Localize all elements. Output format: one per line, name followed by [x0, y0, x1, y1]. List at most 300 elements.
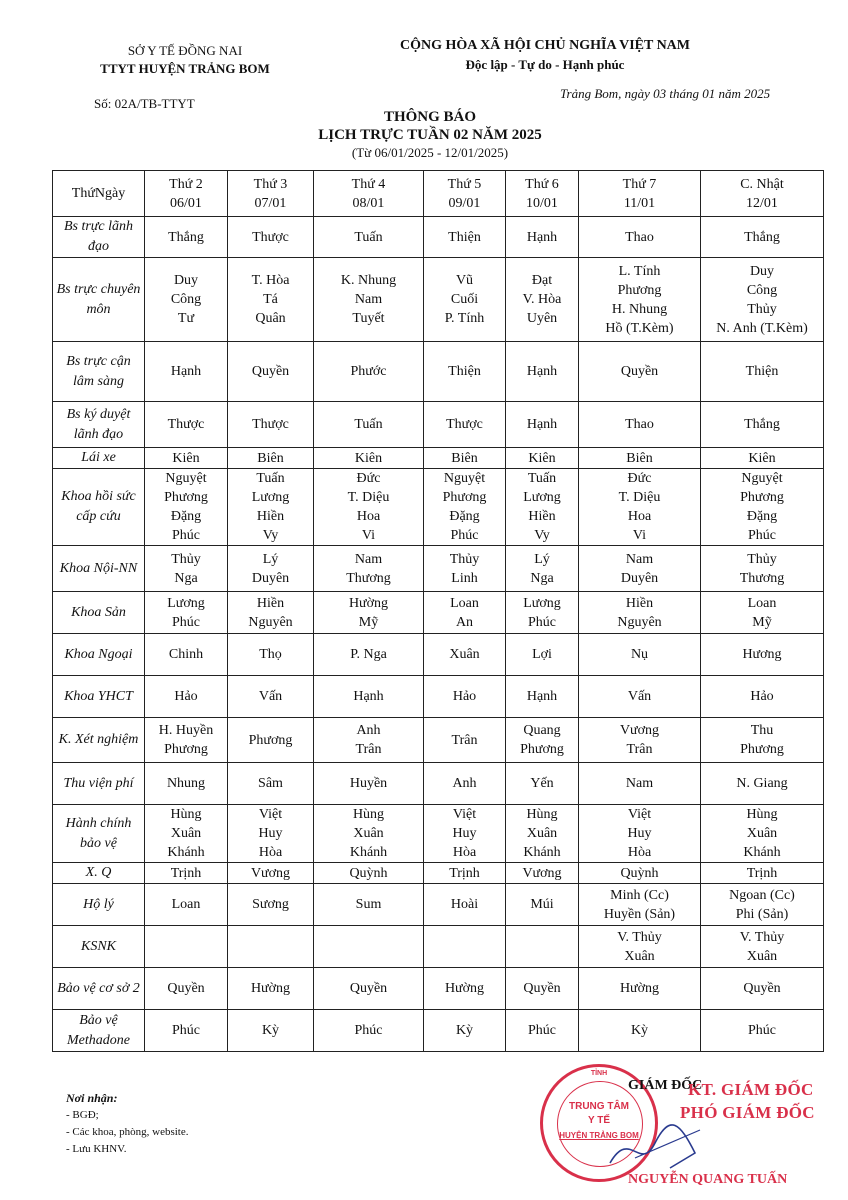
table-cell [701, 926, 824, 968]
table-row [53, 546, 824, 592]
cell-line: Nam [354, 292, 383, 307]
cell-line: Chinh [168, 647, 204, 662]
title-line-1: THÔNG BÁO [383, 109, 477, 125]
table-cell [228, 448, 314, 469]
cell-line: Tuyết [352, 311, 385, 326]
day-date: 12/01 [746, 195, 778, 211]
table-cell [506, 469, 579, 546]
cell-line: Nhung [166, 776, 206, 791]
header-label-cell [53, 171, 145, 217]
table-cell [145, 634, 228, 676]
row-label: Bs trực cận lâm sàng [53, 342, 145, 402]
table-cell [314, 863, 424, 884]
cell-line: Sum [355, 897, 382, 912]
cell-line: Xuân [449, 647, 480, 662]
table-cell [314, 805, 424, 863]
day-header-cell [145, 171, 228, 217]
table-row [53, 718, 824, 763]
cell-line: Thu [750, 723, 774, 738]
table-cell [506, 402, 579, 448]
cell-line: Tư [177, 311, 195, 326]
day-header-cell [424, 171, 506, 217]
cell-line: Nga [530, 570, 554, 586]
cell-line: Lý [534, 551, 550, 567]
cell-line: Thắng [744, 229, 780, 245]
cell-line: Hạnh [526, 229, 558, 245]
cell-line: Phúc [172, 1023, 200, 1038]
cell-line: Nam [625, 551, 654, 567]
cell-line: Quang [523, 723, 561, 738]
table-row [53, 968, 824, 1010]
handwritten-signature [600, 1118, 710, 1178]
cell-line: Thương [739, 570, 785, 586]
recipients-block [66, 1090, 189, 1158]
signer-on-behalf: KT. GIÁM ĐỐC [688, 1080, 814, 1099]
cell-line: Phương [617, 282, 662, 298]
cell-line: Tuấn [527, 471, 557, 486]
cell-line: Tá [263, 292, 278, 307]
cell-line: Hường [619, 981, 660, 996]
cell-line: Hiền [256, 595, 285, 611]
day-header-cell [314, 171, 424, 217]
table-cell [506, 884, 579, 926]
seal-line-2: Y TẾ [587, 1115, 611, 1126]
cell-line: H. Nhung [611, 301, 668, 317]
document-title [250, 108, 610, 162]
cell-line: P. Nga [350, 647, 387, 662]
cell-line: Phước [350, 364, 387, 379]
table-cell [579, 634, 701, 676]
table-cell [228, 342, 314, 402]
cell-line: Đức [627, 471, 652, 486]
day-date: 10/01 [526, 195, 558, 211]
table-cell [424, 926, 506, 968]
cell-line: Thiện [448, 364, 481, 379]
table-cell [424, 968, 506, 1010]
cell-line: Thắng [744, 417, 780, 432]
cell-line: Duy [749, 263, 775, 279]
cell-line: Thao [625, 417, 654, 432]
nation-title: CỘNG HÒA XÃ HỘI CHỦ NGHĨA VIỆT NAM [399, 38, 690, 53]
cell-line: Kiên [354, 450, 383, 466]
table-cell [145, 718, 228, 763]
table-cell [228, 546, 314, 592]
cell-line: Lương [523, 490, 561, 505]
cell-line: Quỳnh [349, 865, 388, 881]
table-cell [424, 592, 506, 634]
cell-line: Đạt [531, 273, 553, 288]
cell-line: Quyền [167, 981, 205, 996]
cell-line: Ngoan (Cc) [729, 887, 795, 903]
cell-line: Kỳ [630, 1023, 649, 1038]
table-cell [506, 592, 579, 634]
table-row [53, 592, 824, 634]
table-cell [228, 258, 314, 342]
cell-line: Hạnh [526, 417, 558, 432]
cell-line: Khánh [523, 845, 561, 860]
cell-line: Minh (Cc) [610, 887, 669, 903]
table-cell [506, 217, 579, 258]
cell-line: Hoài [450, 897, 479, 912]
cell-line: Mỹ [752, 614, 772, 630]
table-cell [579, 926, 701, 968]
row-label: Khoa hồi sức cấp cứu [53, 469, 145, 546]
row-label: Thu viện phí [53, 763, 145, 805]
cell-line: Trân [626, 742, 653, 757]
table-cell [145, 884, 228, 926]
cell-line: Đặng [746, 509, 778, 524]
table-cell [314, 469, 424, 546]
agency-parent: SỞ Y TẾ ĐỒNG NAI [127, 43, 243, 58]
cell-line: Linh [451, 570, 478, 586]
cell-line: Hảo [174, 689, 198, 704]
cell-line: Loan [450, 595, 479, 611]
table-row [53, 805, 824, 863]
cell-line: Hường [444, 981, 485, 996]
row-label: K. Xét nghiệm [53, 718, 145, 763]
day-name: Thứ 2 [169, 176, 203, 192]
cell-line: Hùng [526, 807, 558, 822]
row-label: Khoa Nội-NN [53, 546, 145, 592]
table-row [53, 258, 824, 342]
cell-line: Vấn [258, 689, 283, 704]
table-cell [579, 342, 701, 402]
table-cell [579, 448, 701, 469]
cell-line: Hòa [627, 845, 652, 860]
cell-line: Huy [258, 826, 283, 841]
table-cell [701, 592, 824, 634]
table-cell [424, 448, 506, 469]
table-cell [145, 448, 228, 469]
table-cell [424, 258, 506, 342]
cell-line: Trịnh [449, 865, 480, 881]
cell-line: Lương [251, 490, 290, 505]
cell-line: Hùng [170, 807, 202, 822]
cell-line: Lương [167, 595, 205, 611]
table-cell [314, 217, 424, 258]
table-cell [701, 217, 824, 258]
table-cell [701, 968, 824, 1010]
table-cell [228, 217, 314, 258]
table-cell [228, 863, 314, 884]
cell-line: Phúc [450, 528, 479, 543]
cell-line: Thiện [745, 364, 779, 379]
table-cell [314, 718, 424, 763]
table-cell [314, 968, 424, 1010]
cell-line: Loan [171, 897, 201, 912]
table-cell [506, 926, 579, 968]
cell-line: Trịnh [170, 865, 202, 881]
table-cell [701, 258, 824, 342]
day-date: 07/01 [254, 195, 287, 211]
cell-line: Phúc [748, 528, 776, 543]
cell-line: Múi [530, 897, 554, 912]
row-label: KSNK [53, 926, 145, 968]
cell-line: Hạnh [170, 364, 202, 379]
cell-line: Nam [625, 776, 654, 791]
row-label: Hành chính bảo vệ [53, 805, 145, 863]
cell-line: Lý [262, 551, 279, 567]
title-date-range: (Từ 06/01/2025 - 12/01/2025) [351, 145, 509, 160]
cell-line: Biên [257, 450, 284, 466]
cell-line: Vy [262, 528, 279, 543]
cell-line: Huyền [349, 776, 388, 791]
table-cell [506, 676, 579, 718]
table-cell [506, 1010, 579, 1052]
table-cell [424, 634, 506, 676]
cell-line: Duyên [620, 570, 659, 586]
cell-line: Thiện [448, 229, 481, 245]
table-cell [228, 718, 314, 763]
cell-line: Hùng [352, 807, 385, 822]
day-header-cell [228, 171, 314, 217]
table-cell [314, 1010, 424, 1052]
cell-line: Thương [346, 570, 391, 586]
table-cell [314, 676, 424, 718]
table-row [53, 634, 824, 676]
cell-line: Ngày [94, 186, 126, 201]
cell-line: Phương [740, 742, 784, 757]
table-cell [506, 258, 579, 342]
cell-line: Phúc [354, 1023, 383, 1038]
table-cell [314, 546, 424, 592]
cell-line: Khánh [743, 845, 781, 860]
table-cell [314, 926, 424, 968]
table-cell [314, 763, 424, 805]
cell-line: Thủy [449, 551, 480, 567]
table-cell [579, 402, 701, 448]
cell-line: Kỳ [455, 1023, 474, 1038]
table-cell [314, 342, 424, 402]
day-name: C. Nhật [740, 176, 784, 192]
cell-line: Thược [252, 417, 289, 432]
table-cell [579, 763, 701, 805]
cell-line: Nguyệt [443, 471, 486, 486]
seal-line-3: HUYỆN TRẢNG BOM [559, 1131, 639, 1140]
cell-line: Hiền [528, 509, 556, 524]
cell-line: Khánh [167, 845, 205, 860]
table-cell [145, 863, 228, 884]
day-name: Thứ 5 [447, 176, 482, 192]
table-cell [228, 676, 314, 718]
table-row [53, 926, 824, 968]
table-cell [579, 469, 701, 546]
cell-line: Vương [250, 865, 291, 881]
table-cell [228, 763, 314, 805]
table-cell [701, 469, 824, 546]
row-label: Bs ký duyệt lãnh đạo [53, 402, 145, 448]
table-cell [506, 342, 579, 402]
signer-name: NGUYỄN QUANG TUẤN [628, 1172, 788, 1187]
day-header-cell [506, 171, 579, 217]
cell-line: Sâm [258, 776, 283, 791]
table-cell [579, 1010, 701, 1052]
cell-line: T. Diệu [618, 490, 661, 505]
cell-line: Phúc [172, 614, 200, 630]
cell-line: Quyền [620, 364, 659, 379]
table-cell [579, 884, 701, 926]
cell-line: Hòa [452, 845, 477, 860]
table-cell [228, 884, 314, 926]
table-cell [506, 968, 579, 1010]
table-cell [228, 926, 314, 968]
cell-line: Duy [173, 273, 199, 288]
table-cell [506, 718, 579, 763]
table-cell [579, 217, 701, 258]
cell-line: Hiền [625, 595, 654, 611]
cell-line: Phương [164, 490, 208, 505]
cell-line: T. Hòa [251, 273, 290, 288]
cell-line: Xuân [746, 826, 778, 841]
cell-line: Vy [534, 528, 550, 543]
cell-line: Duyên [251, 570, 290, 586]
cell-line: Phương [164, 742, 208, 757]
table-row [53, 863, 824, 884]
table-cell [424, 863, 506, 884]
cell-line: Xuân [624, 948, 655, 964]
cell-line: Lương [523, 595, 561, 611]
day-date: 08/01 [352, 195, 385, 211]
table-cell [145, 342, 228, 402]
cell-line: Cuối [450, 292, 479, 307]
cell-line: Hồ (T.Kèm) [605, 320, 674, 336]
cell-line: Phúc [528, 1023, 556, 1038]
row-label: Bảo vệ Methadone [53, 1010, 145, 1052]
cell-line: V. Thủy [739, 929, 785, 945]
row-label: X. Q [53, 863, 145, 884]
cell-line: Tuấn [354, 229, 383, 245]
cell-line: Xuân [746, 948, 778, 964]
table-cell [145, 258, 228, 342]
cell-line: Phương [740, 490, 784, 505]
title-line-2: LỊCH TRỰC TUẦN 02 NĂM 2025 [318, 127, 542, 143]
table-cell [314, 884, 424, 926]
day-name: Thứ 4 [351, 176, 386, 192]
cell-line: Vũ [455, 273, 474, 288]
cell-line: Đức [356, 471, 381, 486]
cell-line: Phương [520, 742, 564, 757]
row-label: Lái xe [53, 448, 145, 469]
cell-line: Phúc [528, 614, 556, 630]
cell-line: Nụ [630, 647, 649, 662]
cell-line: P. Tính [444, 311, 485, 326]
table-cell [506, 763, 579, 805]
table-cell [424, 805, 506, 863]
table-row [53, 342, 824, 402]
cell-line: An [455, 614, 474, 630]
table-cell [228, 634, 314, 676]
table-cell [424, 676, 506, 718]
cell-line: Vấn [627, 689, 652, 704]
cell-line: Anh [452, 776, 477, 791]
table-cell [579, 258, 701, 342]
table-cell [424, 884, 506, 926]
table-cell [145, 968, 228, 1010]
cell-line: Phúc [748, 1023, 776, 1038]
table-cell [701, 863, 824, 884]
table-cell [145, 217, 228, 258]
cell-line: Biên [451, 450, 478, 466]
cell-line: Thủy [747, 551, 777, 567]
table-row [53, 217, 824, 258]
cell-line: Vương [522, 865, 562, 881]
table-cell [145, 926, 228, 968]
cell-line: Nguyệt [165, 471, 207, 486]
table-cell [701, 676, 824, 718]
cell-line: Loan [747, 595, 777, 611]
table-cell [506, 634, 579, 676]
day-date: 09/01 [448, 195, 481, 211]
cell-line: L. Tính [618, 263, 661, 279]
row-label: Bs trực chuyên môn [53, 258, 145, 342]
cell-line: Hoa [356, 509, 381, 524]
table-cell [579, 805, 701, 863]
cell-line: Việt [452, 807, 477, 822]
table-cell [145, 402, 228, 448]
table-cell [701, 448, 824, 469]
cell-line: Vi [632, 528, 647, 543]
table-cell [314, 258, 424, 342]
cell-line: Trịnh [746, 865, 778, 881]
cell-line: K. Nhung [340, 273, 397, 288]
table-row [53, 402, 824, 448]
cell-line: Đặng [449, 509, 480, 524]
place-date: Trảng Bom, ngày 03 tháng 01 năm 2025 [560, 86, 771, 101]
row-label: Bảo vệ cơ sở 2 [53, 968, 145, 1010]
cell-line: Nguyên [617, 614, 662, 630]
agency-name: TTYT HUYỆN TRẢNG BOM [100, 61, 270, 76]
row-label: Khoa Sản [53, 592, 145, 634]
cell-line: Kiên [172, 450, 200, 466]
cell-line: Thao [625, 229, 654, 245]
cell-line: Phúc [172, 528, 200, 543]
cell-line: N. Giang [736, 776, 788, 791]
recipient-item: - BGĐ; [66, 1109, 99, 1121]
cell-line: Thắng [168, 229, 204, 245]
table-cell [145, 676, 228, 718]
cell-line: Nguyên [248, 614, 293, 630]
cell-line: Hương [742, 647, 782, 662]
cell-line: Yến [530, 776, 554, 791]
cell-line: Hạnh [526, 364, 558, 379]
cell-line: Huy [627, 826, 652, 841]
duty-schedule-table [52, 170, 824, 1052]
cell-line: Thược [446, 417, 483, 432]
row-label: Hộ lý [53, 884, 145, 926]
table-cell [314, 592, 424, 634]
table-cell [145, 592, 228, 634]
table-cell [579, 592, 701, 634]
day-name: Thứ 3 [253, 176, 288, 192]
table-cell [228, 592, 314, 634]
table-row [53, 1010, 824, 1052]
table-row [53, 448, 824, 469]
cell-line: Lợi [532, 647, 552, 662]
cell-line: Thọ [259, 647, 282, 662]
signer-title: PHÓ GIÁM ĐỐC [680, 1103, 815, 1122]
table-cell [228, 1010, 314, 1052]
cell-line: Nam [354, 551, 383, 567]
table-cell [145, 469, 228, 546]
table-cell [314, 402, 424, 448]
cell-line: Công [746, 282, 778, 298]
table-cell [228, 402, 314, 448]
table-cell [506, 863, 579, 884]
table-cell [701, 342, 824, 402]
table-cell [424, 217, 506, 258]
table-cell [145, 763, 228, 805]
cell-line: V. Hòa [522, 292, 562, 307]
